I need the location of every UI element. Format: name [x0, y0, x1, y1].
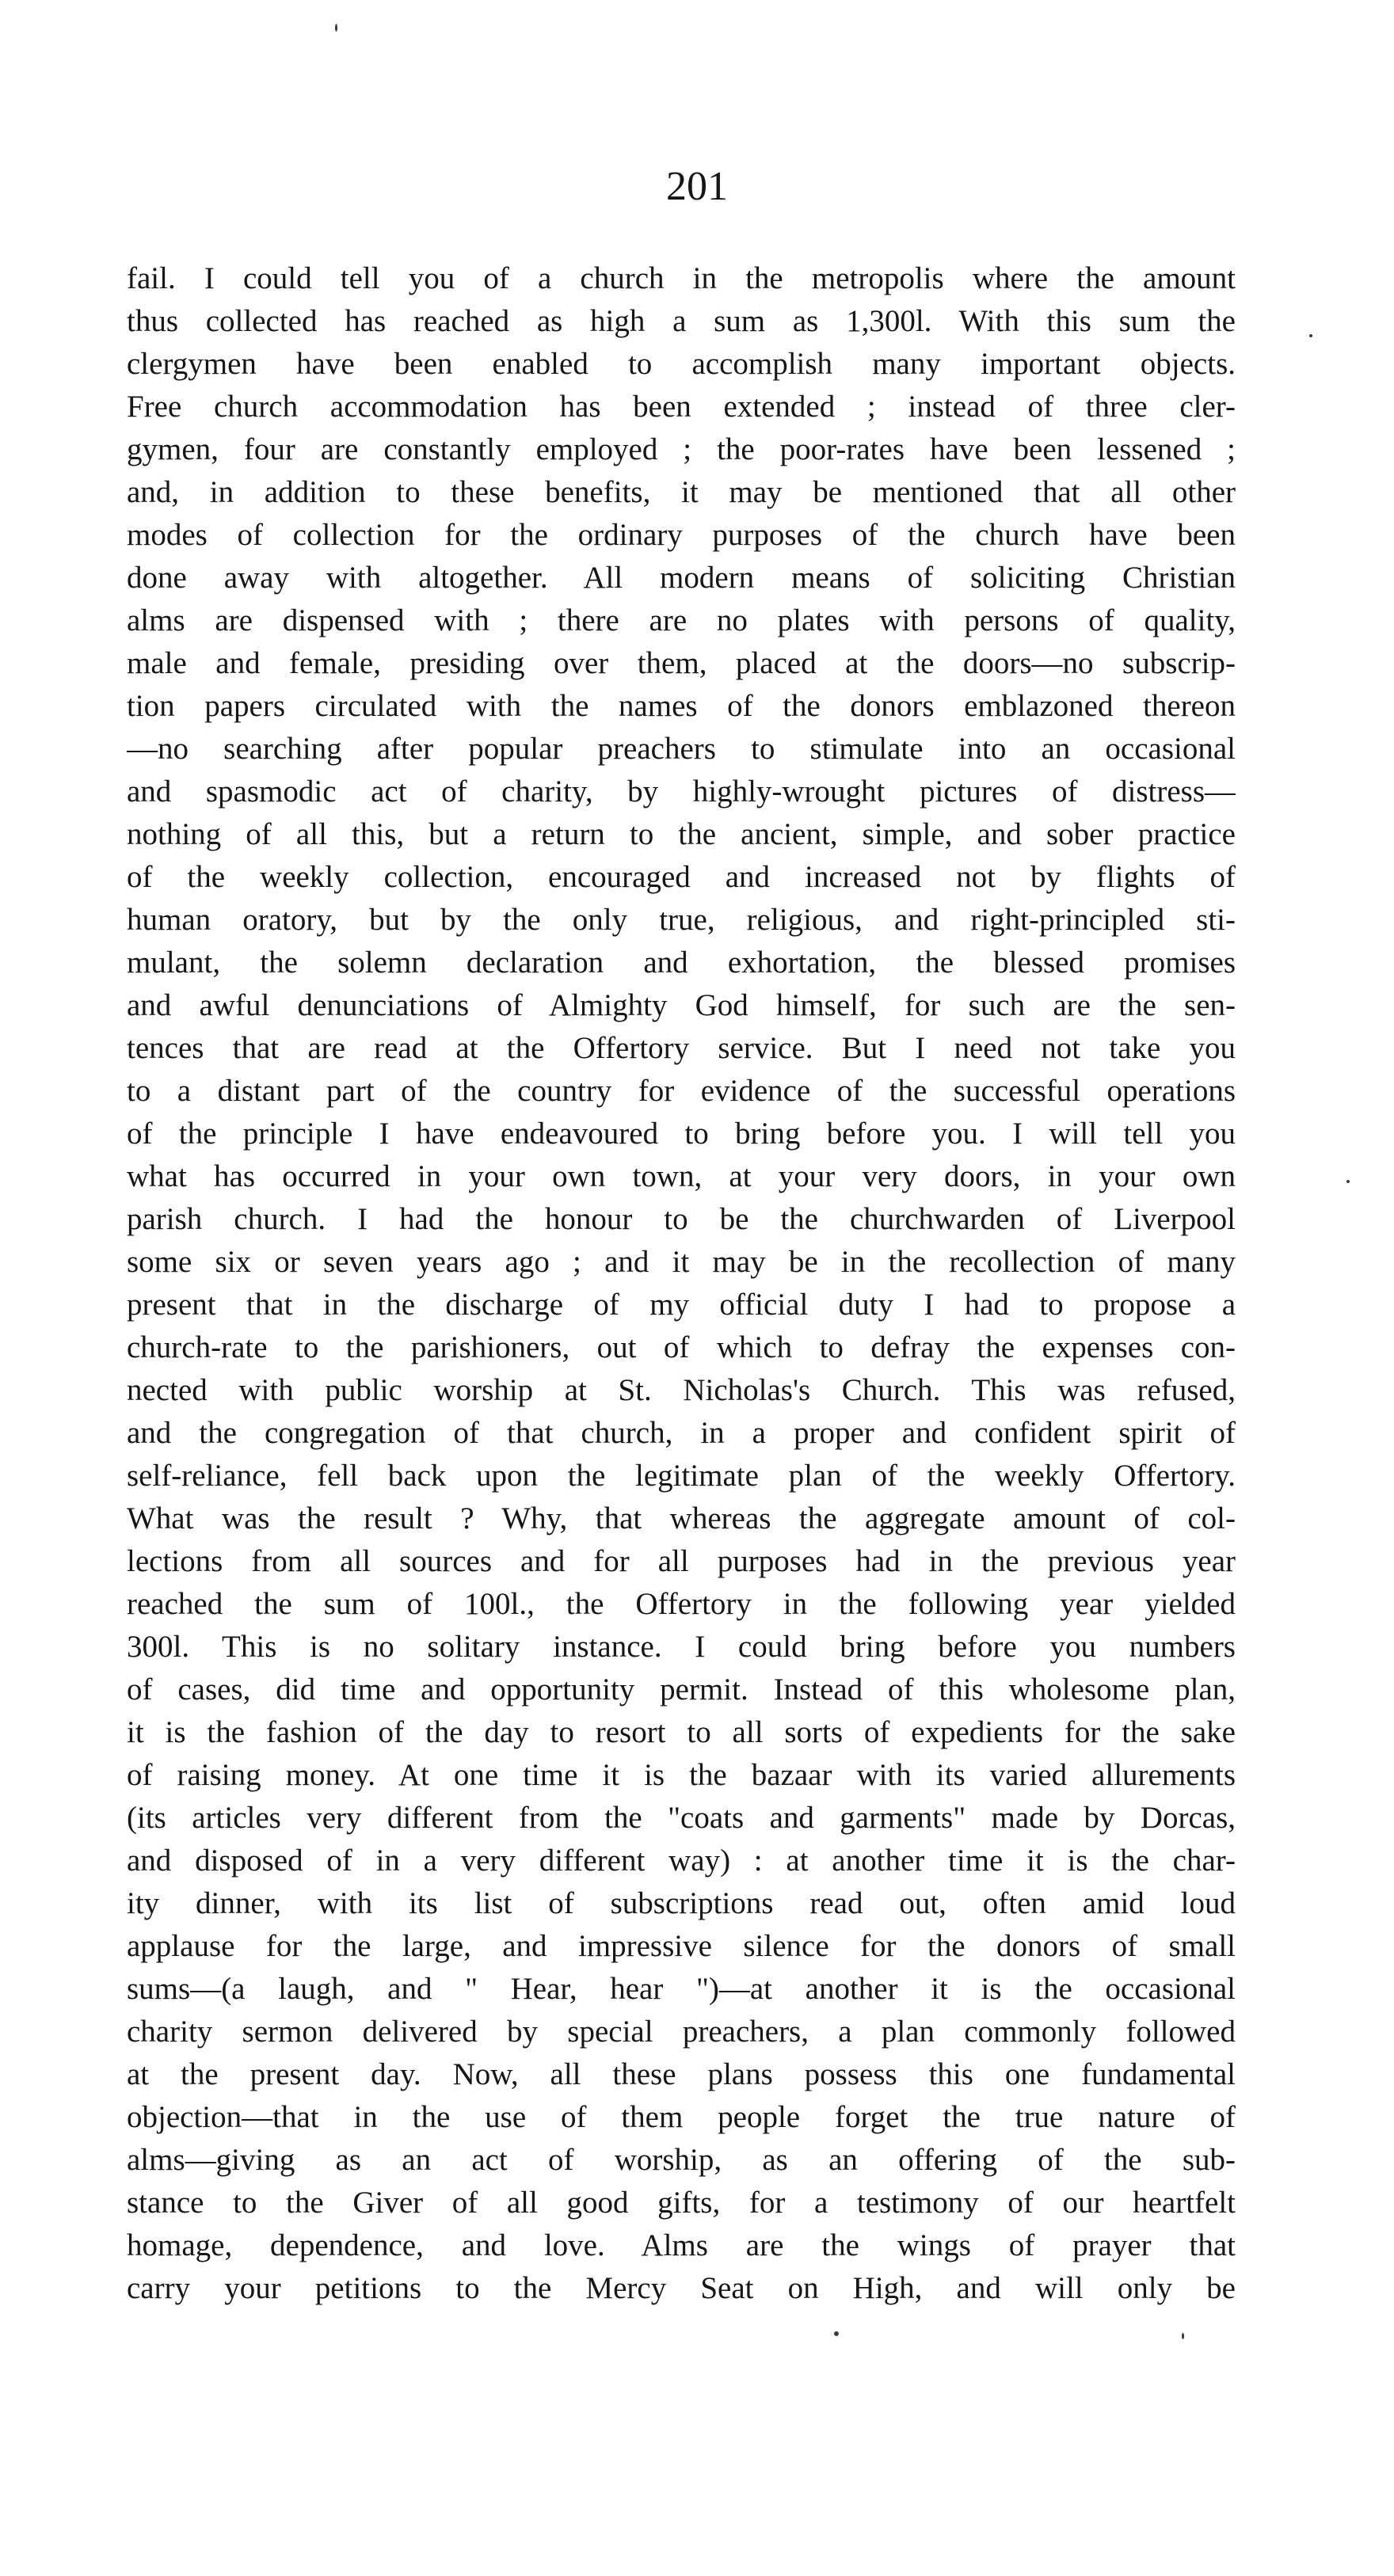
scan-speck [1182, 2333, 1184, 2339]
text-line: thus collected has reached as high a sum as 1,300l. With this sum the [127, 304, 1236, 338]
text-line: nected with public worship at St. Nicholas's Church. This was refused, [127, 1373, 1236, 1407]
text-line: at the present day. Now, all these plans possess this one fundamental [127, 2057, 1236, 2091]
text-line: stance to the Giver of all good gifts, for a testimony of our heartfelt [127, 2186, 1236, 2220]
text-line: homage, dependence, and love. Alms are the wings of prayer that [127, 2228, 1236, 2262]
text-line: parish church. I had the honour to be the churchwarden of Liverpool [127, 1202, 1236, 1236]
text-line: and, in addition to these benefits, it may be mentioned that all other [127, 475, 1236, 509]
text-line: of the weekly collection, encouraged and increased not by flights of [127, 860, 1236, 894]
page-number: 201 [666, 164, 728, 209]
text-line: (its articles very different from the "coats and garments" made by Dorcas, [127, 1801, 1236, 1835]
body-text [127, 257, 1236, 2310]
text-line: ity dinner, with its list of subscriptions read out, often amid loud [127, 1886, 1236, 1920]
scan-speck [834, 2331, 839, 2336]
text-line: tion papers circulated with the names of the donors emblazoned thereon [127, 689, 1236, 723]
text-line: self-reliance, fell back upon the legitimate plan of the weekly Offertory. [127, 1459, 1236, 1493]
scan-speck [1309, 334, 1312, 337]
text-line: clergymen have been enabled to accomplish many important objects. [127, 347, 1236, 381]
text-line: and spasmodic act of charity, by highly-wrought pictures of distress— [127, 774, 1236, 809]
text-line: carry your petitions to the Mercy Seat on High, and will only be [127, 2271, 1236, 2305]
text-line: it is the fashion of the day to resort to all sorts of expedients for the sake [127, 1715, 1236, 1749]
text-line: objection—that in the use of them people forget the true nature of [127, 2100, 1236, 2134]
text-line: of cases, did time and opportunity permit. Instead of this wholesome plan, [127, 1672, 1236, 1707]
text-line: —no searching after popular preachers to stimulate into an occasional [127, 732, 1236, 766]
text-line: modes of collection for the ordinary purposes of the church have been [127, 518, 1236, 552]
text-line: alms are dispensed with ; there are no plates with persons of quality, [127, 603, 1236, 637]
text-line: gymen, four are constantly employed ; the poor-rates have been lessened ; [127, 432, 1236, 466]
text-line: of raising money. At one time it is the bazaar with its varied allurements [127, 1758, 1236, 1792]
text-line: lections from all sources and for all purposes had in the previous year [127, 1544, 1236, 1578]
scan-speck [335, 24, 337, 32]
text-line: Free church accommodation has been extended ; instead of three cler- [127, 390, 1236, 424]
text-line: done away with altogether. All modern means of soliciting Christian [127, 561, 1236, 595]
text-line: sums—(a laugh, and " Hear, hear ")—at another it is the occasional [127, 1972, 1236, 2006]
text-line: mulant, the solemn declaration and exhortation, the blessed promises [127, 946, 1236, 980]
text-line: tences that are read at the Offertory service. But I need not take you [127, 1031, 1236, 1065]
scan-speck [1346, 1180, 1350, 1183]
text-line: reached the sum of 100l., the Offertory in the following year yielded [127, 1587, 1236, 1621]
text-line: male and female, presiding over them, placed at the doors—no subscrip- [127, 646, 1236, 680]
text-line: of the principle I have endeavoured to bring before you. I will tell you [127, 1117, 1236, 1151]
text-line: and disposed of in a very different way) : at another time it is the char- [127, 1844, 1236, 1878]
text-line: church-rate to the parishioners, out of which to defray the expenses con- [127, 1330, 1236, 1364]
text-line: What was the result ? Why, that whereas the aggregate amount of col- [127, 1501, 1236, 1535]
text-line: to a distant part of the country for evidence of the successful operations [127, 1074, 1236, 1108]
text-line: and the congregation of that church, in a proper and confident spirit of [127, 1416, 1236, 1450]
text-line: 300l. This is no solitary instance. I could bring before you numbers [127, 1630, 1236, 1664]
text-line: fail. I could tell you of a church in the metropolis where the amount [127, 261, 1236, 295]
text-line: and awful denunciations of Almighty God himself, for such are the sen- [127, 988, 1236, 1022]
text-line: alms—giving as an act of worship, as an offering of the sub- [127, 2143, 1236, 2177]
text-line: what has occurred in your own town, at your very doors, in your own [127, 1159, 1236, 1193]
text-line: human oratory, but by the only true, religious, and right-principled sti- [127, 903, 1236, 937]
text-line: charity sermon delivered by special preachers, a plan commonly followed [127, 2015, 1236, 2049]
text-line: nothing of all this, but a return to the ancient, simple, and sober practice [127, 817, 1236, 851]
text-line: present that in the discharge of my official duty I had to propose a [127, 1288, 1236, 1322]
text-line: some six or seven years ago ; and it may be in the recollection of many [127, 1245, 1236, 1279]
text-line: applause for the large, and impressive silence for the donors of small [127, 1929, 1236, 1963]
